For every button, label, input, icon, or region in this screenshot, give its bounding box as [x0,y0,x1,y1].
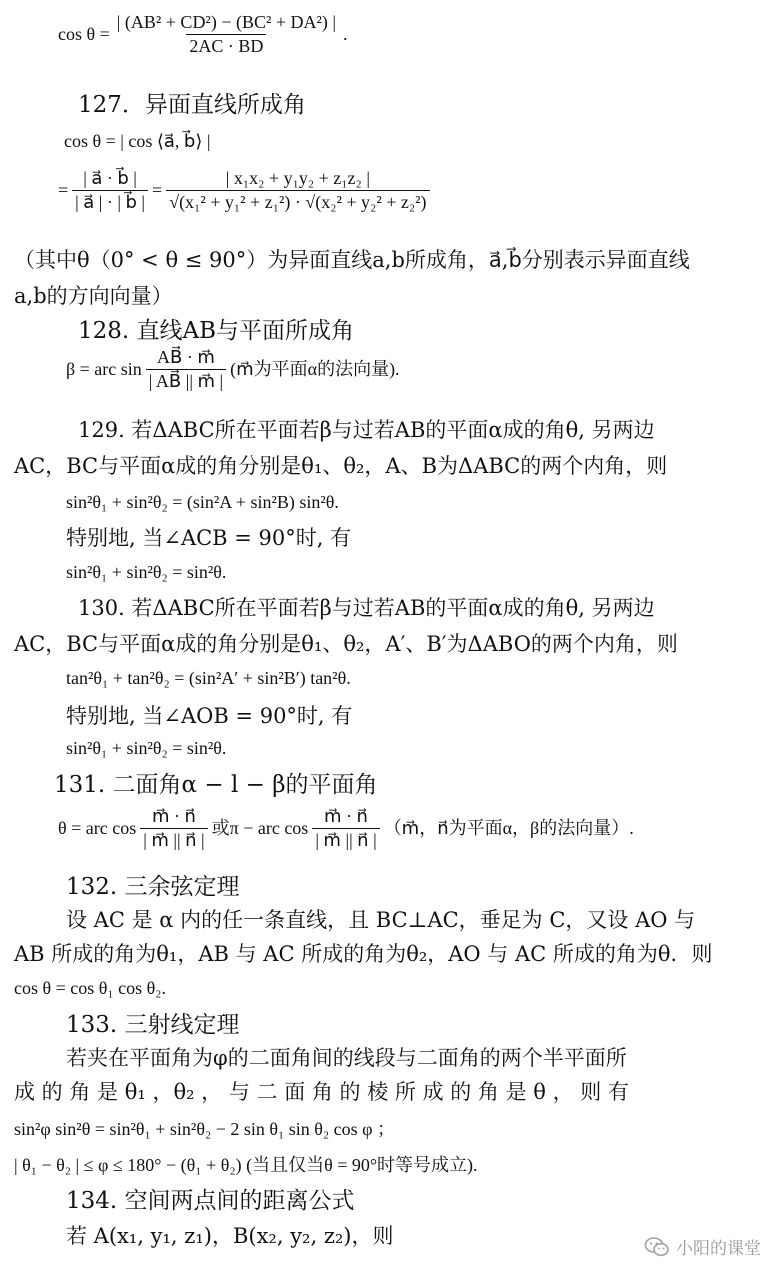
paragraph-132: 设 AC 是 α 内的任一条直线，且 BC⊥AC，垂足为 C，又设 AO 与 [66,908,696,932]
numerator: | (AB² + CD²) − (BC² + DA²) | [116,12,337,32]
formula-note: （m⃗，n⃗为平面α，β的法向量）. [383,817,634,838]
paragraph-130-special: 特别地, 当∠AOB = 90°时, 有 [66,704,353,728]
formula-133-b: | θ₁ − θ₂ | ≤ φ ≤ 180° − (θ₁ + θ₂) (当且仅当θ = 90°时等号成立). [14,1155,478,1175]
denominator: | m⃗ || n⃗ | [140,828,207,851]
paragraph-127-note: （其中θ（0° < θ ≤ 90°）为异面直线a,b所成角，a⃗,b⃗分别表示异面直线 [14,248,690,272]
denominator: 2AC · BD [186,34,266,57]
formula-lhs: β = arc sin [66,358,142,379]
fraction [140,806,207,850]
denominator: √(x₁² + y₁² + z₁²) · √(x₂² + y₂² + z₂²) [166,190,429,213]
formula-note: (m⃗为平面α的法向量). [230,358,400,379]
section-title-130: 130. 若ΔABC所在平面若β与过若AB的平面α成的角θ, 另两边 [78,596,655,620]
watermark-text: 小阳的课堂 [676,1239,761,1259]
formula-127-a: cos θ = | cos ⟨a⃗, b⃗⟩ | [64,131,211,151]
paragraph-129: AC，BC与平面α成的角分别是θ₁、θ₂，A、B为ΔABC的两个内角，则 [14,454,668,478]
equals: = [152,179,163,200]
section-title-128: 128. 直线AB与平面所成角 [78,318,355,344]
paragraph-133-cont: 成 的 角 是 θ₁ ，θ₂ ， 与 二 面 角 的 棱 所 成 的 角 是 θ ， 则 有 [14,1080,629,1104]
formula-lhs: cos θ = [58,23,110,44]
formula-128 [66,347,400,391]
formula-or: 或π − arc cos [211,817,309,838]
formula-lhs: θ = arc cos [58,817,137,838]
fraction [114,12,339,56]
numerator: AB⃗ · m⃗ [157,347,215,367]
numerator: m⃗ · n⃗ [324,806,368,826]
watermark [644,1234,761,1259]
paragraph-129-special: 特别地, 当∠ACB = 90°时, 有 [66,526,352,550]
formula-129-special: sin²θ₁ + sin²θ₂ = sin²θ. [66,562,227,582]
formula-132: cos θ = cos θ₁ cos θ₂. [14,978,167,998]
formula-127-b [58,168,434,212]
formula-133-a: sin²φ sin²θ = sin²θ₁ + sin²θ₂ − 2 sin θ₁ sin θ₂ cos φ ； [14,1119,396,1139]
section-title-127: 127．异面直线所成角 [78,92,306,118]
formula-130-special: sin²θ₁ + sin²θ₂ = sin²θ. [66,738,227,758]
denominator: | m⃗ || n⃗ | [312,828,379,851]
section-title-131: 131. 二面角α − l − β的平面角 [54,772,378,798]
paragraph-132-cont: AB 所成的角为θ₁，AB 与 AC 所成的角为θ₂，AO 与 AC 所成的角为θ．则 [14,942,713,966]
paragraph-127-note-cont: a,b的方向向量） [14,284,173,308]
numerator: m⃗ · n⃗ [151,806,196,826]
section-title-133: 133. 三射线定理 [66,1012,240,1038]
section-title-129: 129. 若ΔABC所在平面若β与过若AB的平面α成的角θ, 另两边 [78,418,655,442]
numerator: | a⃗ · b⃗ | [83,168,137,188]
denominator: | AB⃗ || m⃗ | [146,369,226,392]
formula-cos-quadrilateral [58,12,348,56]
paragraph-134: 若 A(x₁, y₁, z₁)，B(x₂, y₂, z₂)，则 [66,1224,394,1248]
fraction [312,806,379,850]
period: . [343,23,348,44]
section-title-132: 132. 三余弦定理 [66,874,240,900]
paragraph-130: AC，BC与平面α成的角分别是θ₁、θ₂，A′、B′为ΔABO的两个内角，则 [14,632,678,656]
denominator: | a⃗ | · | b⃗ | [72,190,148,213]
section-title-134: 134. 空间两点间的距离公式 [66,1188,355,1214]
formula-130: tan²θ₁ + tan²θ₂ = (sin²A′ + sin²B′) tan²θ. [66,668,351,688]
fraction [72,168,148,212]
equals: = [58,179,69,200]
formula-131 [58,806,634,850]
wechat-icon [644,1236,670,1258]
fraction [146,347,226,391]
paragraph-133: 若夹在平面角为φ的二面角间的线段与二面角的两个半平面所 [66,1046,627,1070]
numerator: | x₁x₂ + y₁y₂ + z₁z₂ | [225,168,370,188]
fraction [166,168,429,212]
formula-129: sin²θ₁ + sin²θ₂ = (sin²A + sin²B) sin²θ. [66,492,339,512]
